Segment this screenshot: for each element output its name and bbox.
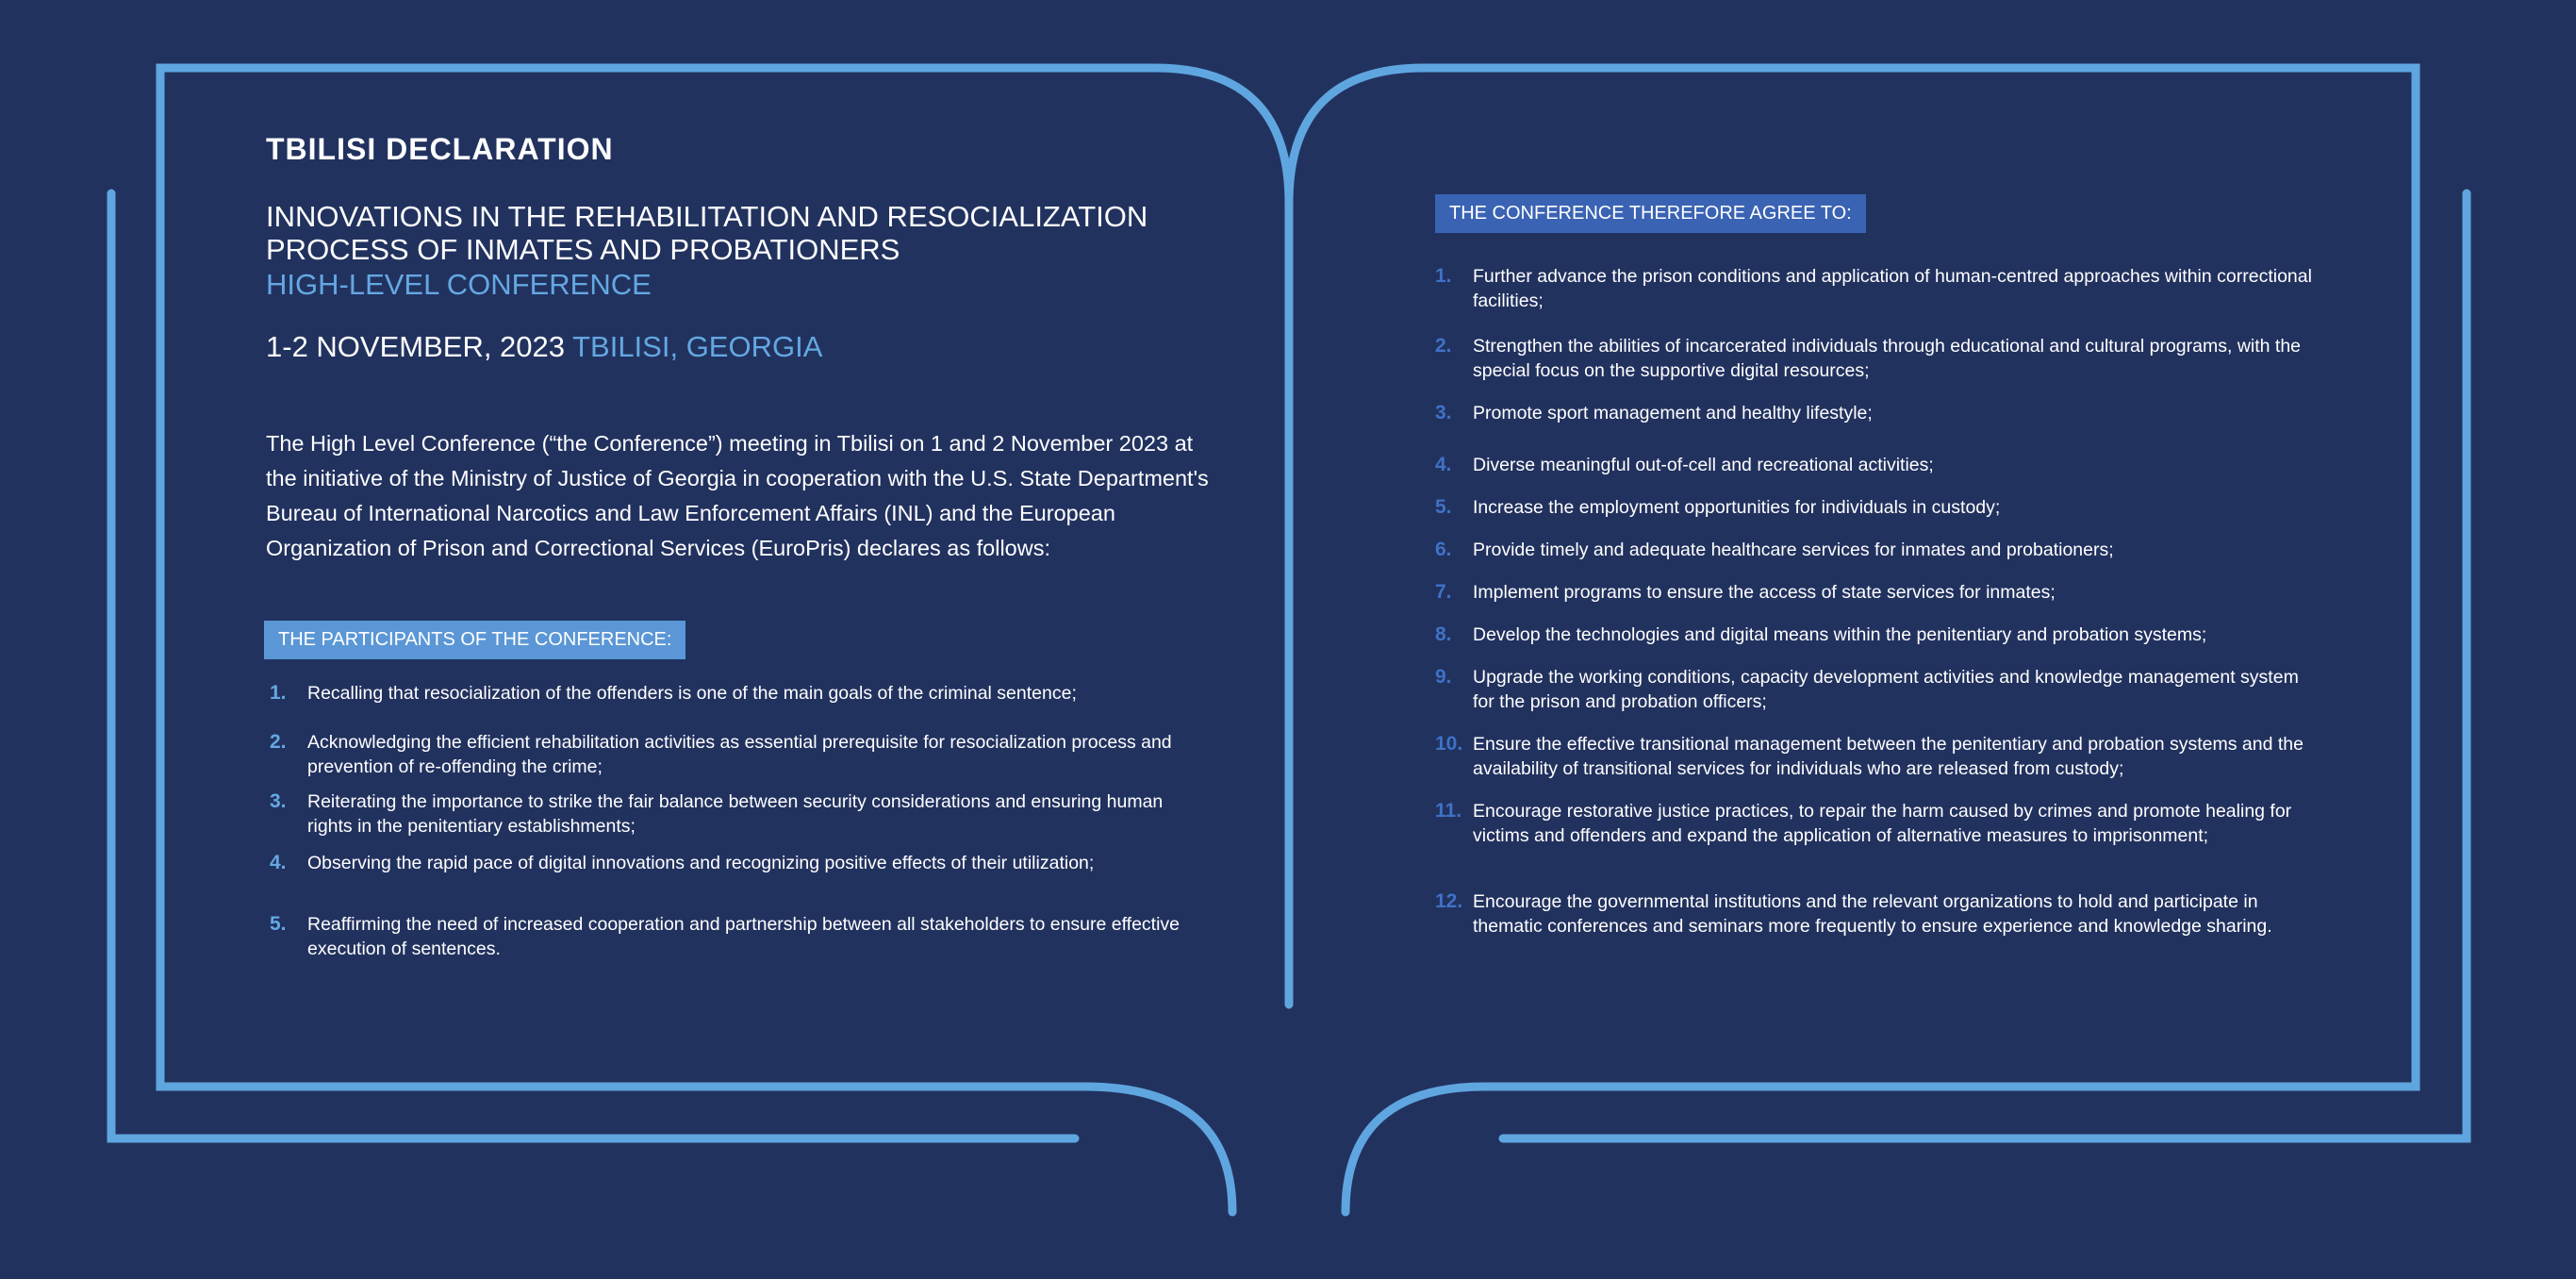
intro-paragraph: The High Level Conference (“the Conference”) meeting in Tbilisi on 1 and 2 November 2023 at the initiative of the Ministry of Justice of Georgia in cooperation with the U.S. State Department's Bureau of International Narcotics and Law Enforcement Affairs (INL) and the European Organization of Prison and Correctional Services (EuroPris) declares as follows: — [266, 431, 1209, 560]
list-item — [1435, 799, 2312, 848]
list-item-text: Increase the employment opportunities for individuals in custody; — [1473, 497, 2001, 518]
list-item-text: Reiterating the importance to strike the fair balance between security considerations and ensuring human rights in the penitentiary establishments; — [307, 791, 1164, 837]
list-item — [270, 851, 1213, 875]
list-item — [1435, 401, 2312, 425]
list-item-text: Diverse meaningful out-of-cell and recreational activities; — [1473, 455, 1934, 475]
agreement-section-label: THE CONFERENCE THEREFORE AGREE TO: — [1435, 194, 1866, 233]
list-item-number: 2. — [270, 731, 287, 753]
list-item — [1435, 889, 2312, 938]
list-item — [1435, 495, 2312, 520]
list-item — [1435, 580, 2312, 605]
list-item-number: 1. — [270, 682, 287, 704]
list-item-text: Further advance the prison conditions and application of human-centred approaches within correctional facilities; — [1473, 266, 2312, 311]
list-item-number: 3. — [270, 790, 287, 812]
list-item-number: 4. — [270, 852, 287, 873]
participants-section-label: THE PARTICIPANTS OF THE CONFERENCE: — [264, 621, 685, 659]
list-item-number: 5. — [1435, 496, 1452, 518]
conference-date-location — [266, 330, 822, 364]
list-item-text: Upgrade the working conditions, capacity development activities and knowledge management system for the prison and probation officers; — [1473, 667, 2299, 712]
list-item-text: Provide timely and adequate healthcare services for inmates and probationers; — [1473, 540, 2114, 560]
conference-subtitle: HIGH-LEVEL CONFERENCE — [266, 268, 652, 301]
list-item — [270, 681, 1213, 706]
list-item — [1435, 732, 2312, 781]
list-item-number: 1. — [1435, 265, 1452, 287]
list-item-text: Acknowledging the efficient rehabilitation activities as essential prerequisite for resocialization process and prevention of re-offending the crime; — [307, 732, 1172, 777]
list-item-text: Reaffirming the need of increased cooperation and partnership between all stakeholders to ensure effective execution of sentences. — [307, 914, 1181, 959]
conference-location: TBILISI, GEORGIA — [572, 330, 823, 363]
list-item-number: 2. — [1435, 335, 1452, 357]
declaration-title: TBILISI DECLARATION — [266, 132, 614, 166]
list-item-text: Promote sport management and healthy lifestyle; — [1473, 403, 1873, 424]
list-item-text: Strengthen the abilities of incarcerated individuals through educational and cultural programs, with the special focus on the supportive digital resources; — [1473, 336, 2302, 381]
list-item-text: Ensure the effective transitional management between the penitentiary and probation systems and the availability of transitional services for individuals who are released from custody; — [1473, 734, 2304, 779]
list-item-number: 7. — [1435, 581, 1452, 603]
list-item-number: 4. — [1435, 454, 1452, 475]
list-item — [1435, 264, 2312, 313]
list-item — [1435, 334, 2312, 383]
list-item-number: 5. — [270, 913, 287, 935]
list-item-number: 9. — [1435, 666, 1452, 688]
list-item — [1435, 665, 2312, 714]
conference-title: INNOVATIONS IN THE REHABILITATION AND RESOCIALIZATION PROCESS OF INMATES AND PROBATIONERS — [266, 200, 1148, 266]
list-item-number: 6. — [1435, 539, 1452, 560]
list-item — [1435, 453, 2312, 477]
list-item-number: 12. — [1435, 890, 1463, 912]
list-item-number: 11. — [1435, 800, 1462, 822]
list-item-text: Develop the technologies and digital means within the penitentiary and probation systems; — [1473, 624, 2207, 645]
list-item-text: Encourage restorative justice practices, to repair the harm caused by crimes and promote healing for victims and offenders and expand the application of alternative measures to imprisonment; — [1473, 801, 2292, 846]
list-item — [270, 912, 1213, 961]
list-item-text: Implement programs to ensure the access of state services for inmates; — [1473, 582, 2056, 603]
list-item-text: Recalling that resocialization of the offenders is one of the main goals of the criminal sentence; — [307, 683, 1077, 704]
list-item — [270, 730, 1213, 779]
list-item-number: 10. — [1435, 733, 1463, 755]
list-item — [270, 789, 1213, 839]
list-item — [1435, 623, 2312, 647]
conference-date: 1-2 NOVEMBER, 2023 — [266, 330, 566, 363]
list-item-number: 8. — [1435, 623, 1452, 645]
list-item-number: 3. — [1435, 402, 1452, 424]
list-item — [1435, 538, 2312, 562]
list-item-text: Encourage the governmental institutions and the relevant organizations to hold and participate in thematic conferences and seminars more frequently to ensure experience and knowledge sharing. — [1473, 891, 2272, 937]
list-item-text: Observing the rapid pace of digital innovations and recognizing positive effects of their utilization; — [307, 853, 1095, 873]
